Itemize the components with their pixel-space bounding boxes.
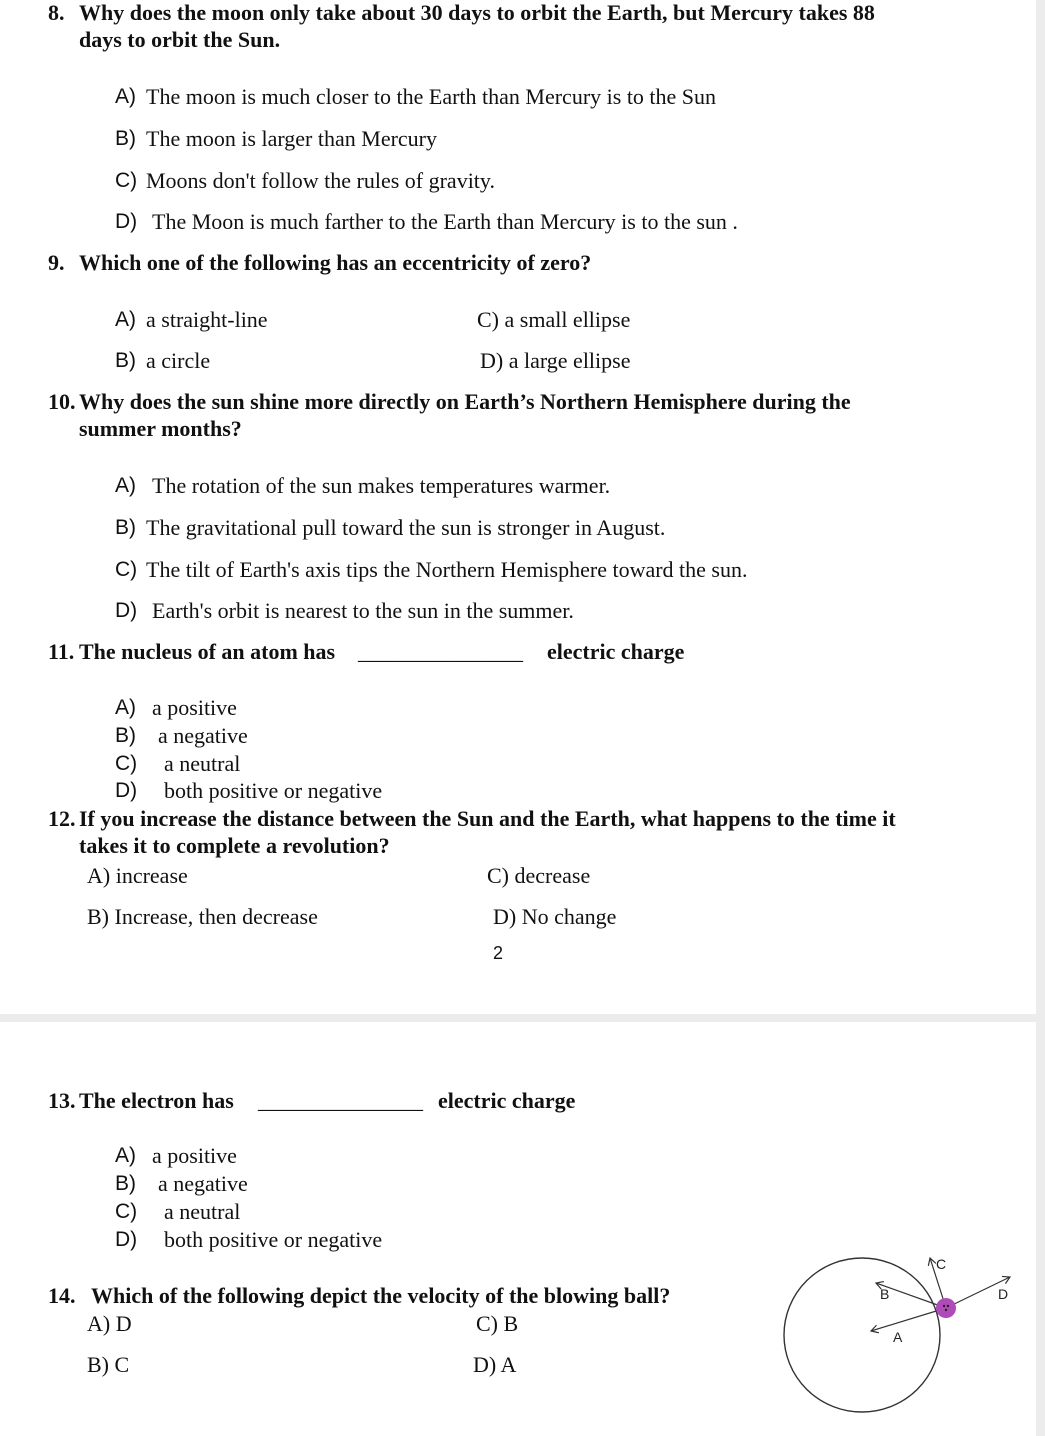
option-d[interactable]: D) A	[473, 1352, 517, 1377]
question-text: days to orbit the Sun.	[79, 27, 281, 52]
question-text: The nucleus of an atom has	[79, 639, 336, 664]
label-c: C	[936, 1256, 947, 1272]
question-text: The electron has	[79, 1088, 234, 1113]
answer-blank[interactable]: _______________	[358, 639, 523, 664]
option-letter: B)	[115, 127, 136, 150]
option-text: Earth's orbit is nearest to the sun in the summer.	[152, 598, 574, 623]
ball	[936, 1298, 956, 1318]
option-letter: A)	[115, 308, 136, 331]
option-text: The moon is larger than Mercury	[146, 126, 438, 151]
option-letter: B)	[115, 349, 136, 372]
label-d: D	[998, 1286, 1009, 1302]
question-text: summer months?	[79, 416, 242, 441]
question-text: Which of the following depict the velocity of the blowing ball?	[91, 1283, 671, 1308]
page-separator	[0, 1014, 1045, 1022]
question-number: 12.	[48, 806, 76, 831]
label-b: B	[880, 1286, 890, 1302]
option-text: both positive or negative	[164, 778, 383, 803]
scroll-gutter	[1036, 0, 1045, 1436]
question-number: 13.	[48, 1088, 76, 1113]
question-number: 10.	[48, 389, 76, 414]
option-c[interactable]: C) a small ellipse	[477, 307, 631, 332]
question-number: 8.	[48, 0, 65, 25]
page-number: 2	[493, 943, 504, 963]
option-letter: C)	[115, 1200, 138, 1223]
option-text: a positive	[152, 695, 237, 720]
option-text: The gravitational pull toward the sun is stronger in August.	[146, 515, 666, 540]
option-b[interactable]: B) Increase, then decrease	[87, 904, 318, 929]
option-text: a circle	[146, 348, 211, 373]
option-text: Moons don't follow the rules of gravity.	[146, 168, 495, 193]
option-letter: D)	[115, 210, 138, 233]
option-d[interactable]: D) No change	[493, 904, 617, 929]
option-text: a straight-line	[146, 307, 268, 332]
question-text: electric charge	[438, 1088, 576, 1113]
option-a[interactable]: A) increase	[87, 863, 188, 888]
option-letter: C)	[115, 752, 138, 775]
orbit-diagram	[770, 1245, 1030, 1425]
option-letter: C)	[115, 169, 138, 192]
option-letter: D)	[115, 599, 138, 622]
option-a[interactable]: A) D	[87, 1311, 132, 1336]
option-b[interactable]: B) C	[87, 1352, 130, 1377]
option-letter: B)	[115, 724, 136, 747]
option-text: a negative	[158, 1171, 248, 1196]
question-text: takes it to complete a revolution?	[79, 833, 390, 858]
orbit-path	[784, 1258, 940, 1412]
option-letter: A)	[115, 1144, 136, 1167]
question-number: 14.	[48, 1283, 76, 1308]
question-number: 11.	[48, 639, 75, 664]
option-text: The tilt of Earth's axis tips the Northern Hemisphere toward the sun.	[146, 557, 748, 582]
option-letter: B)	[115, 1172, 136, 1195]
option-letter: A)	[115, 696, 136, 719]
option-letter: B)	[115, 516, 136, 539]
option-text: The rotation of the sun makes temperatures warmer.	[152, 473, 611, 498]
question-text: If you increase the distance between the Sun and the Earth, what happens to the time it	[79, 806, 896, 831]
question-text: Why does the moon only take about 30 days to orbit the Earth, but Mercury takes 88	[79, 0, 875, 25]
question-text: Why does the sun shine more directly on Earth’s Northern Hemisphere during the	[79, 389, 851, 414]
option-c[interactable]: C) B	[476, 1311, 519, 1336]
question-text: Which one of the following has an eccentricity of zero?	[79, 250, 592, 275]
option-text: a neutral	[164, 1199, 241, 1224]
option-d[interactable]: D) a large ellipse	[480, 348, 631, 373]
label-a: A	[893, 1329, 903, 1345]
arrow-a	[871, 1308, 946, 1331]
answer-blank[interactable]: _______________	[258, 1088, 423, 1113]
question-text: electric charge	[547, 639, 685, 664]
option-text: The moon is much closer to the Earth than Mercury is to the Sun	[146, 84, 717, 109]
option-text: both positive or negative	[164, 1227, 383, 1252]
option-letter: A)	[115, 85, 136, 108]
question-number: 9.	[48, 250, 65, 275]
option-c[interactable]: C) decrease	[487, 863, 591, 888]
option-text: The Moon is much farther to the Earth than Mercury is to the sun .	[152, 209, 738, 234]
option-text: a positive	[152, 1143, 237, 1168]
option-text: a negative	[158, 723, 248, 748]
option-letter: C)	[115, 558, 138, 581]
option-letter: D)	[115, 1228, 138, 1251]
option-letter: A)	[115, 474, 136, 497]
option-text: a neutral	[164, 751, 241, 776]
option-letter: D)	[115, 779, 138, 802]
